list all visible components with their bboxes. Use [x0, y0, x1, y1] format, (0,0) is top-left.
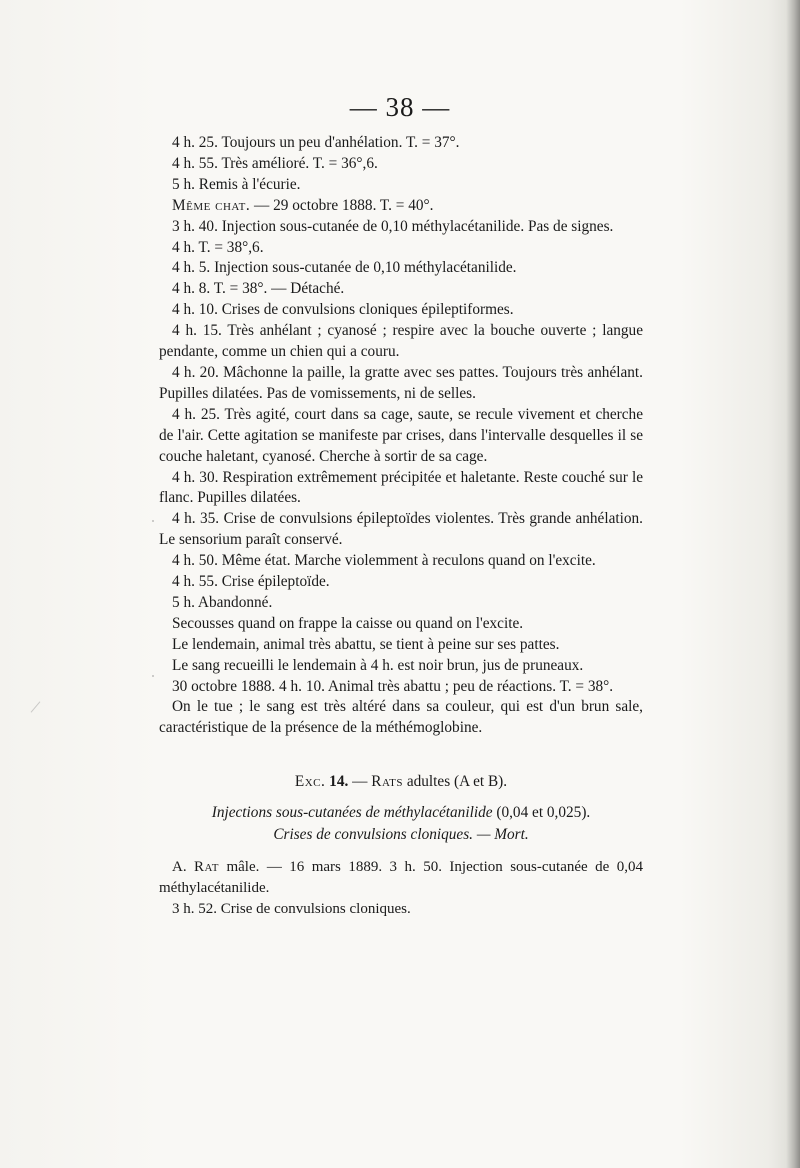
experiment-heading — [159, 771, 643, 793]
paragraph: 4 h. 8. T. = 38°. — Détaché. — [172, 280, 345, 298]
experiment-label: Exc. — [294, 773, 326, 790]
paragraph: 4 h. 30. Respiration extrêmement précipitée et haletante. Reste couché sur le flanc. Pupilles dilatées. — [159, 468, 643, 507]
paragraph: Secousses quand on frappe la caisse ou quand on l'excite. — [172, 614, 524, 632]
rat-subject: Rat — [194, 859, 219, 875]
paragraph: On le tue ; le sang est très altéré dans sa couleur, qui est d'un brun sale, caractéristique de la présence de la méthémoglobine. — [159, 698, 643, 737]
same-cat-date: 29 octobre 1888. T. = 40°. — [273, 196, 434, 214]
paragraph-same-cat — [159, 196, 643, 217]
subtitle-line-2: Crises de convulsions cloniques. — Mort. — [273, 826, 529, 843]
experiment-subject-rest: adultes (A et B). — [403, 773, 508, 790]
paragraph: 4 h. 55. Très amélioré. T. = 36°,6. — [172, 154, 378, 172]
subtitle-line-1 — [159, 802, 643, 824]
paragraph: 4 h. 55. Crise épileptoïde. — [172, 573, 330, 591]
same-cat-dash: — — [250, 196, 274, 214]
observation-text — [159, 133, 643, 739]
page-edge-shadow — [786, 0, 800, 1168]
scan-mark — [31, 701, 41, 712]
paragraph: 4 h. 5. Injection sous-cutanée de 0,10 méthylacétanilide. — [172, 259, 517, 277]
page-number: — 38 — — [349, 92, 451, 122]
paragraph: 3 h. 40. Injection sous-cutanée de 0,10 méthylacétanilide. Pas de signes. — [172, 217, 614, 235]
paragraph: 5 h. Remis à l'écurie. — [172, 175, 301, 193]
paragraph: 4 h. T. = 38°,6. — [172, 238, 264, 256]
scan-mark — [152, 675, 154, 677]
experiment-subtitle — [159, 802, 643, 846]
paragraph: 30 octobre 1888. 4 h. 10. Animal très abattu ; peu de réactions. T. = 38°. — [172, 677, 614, 695]
paragraph: 4 h. 10. Crises de convulsions cloniques épileptiformes. — [172, 301, 514, 319]
experiment-number: 14. — [329, 773, 349, 790]
rat-rest: mâle. — 16 mars 1889. 3 h. 50. Injection sous-cutanée de 0,04 méthylacétanilide. — [159, 859, 643, 896]
subtitle-italic: Injections sous-cutanées de méthylacétanilide — [211, 804, 493, 821]
paragraph: 4 h. 25. Très agité, court dans sa cage, saute, se recule vivement et cherche de l'air. Cette agitation se manifeste par crises, dans l'intervalle desquelles il se couche haletant, cyanosé. Cherche à sortir de sa cage. — [159, 405, 643, 465]
scan-mark — [152, 520, 154, 522]
experiment-subject: Rats — [371, 773, 404, 790]
experiment-paragraph — [159, 857, 643, 899]
paragraph: 4 h. 35. Crise de convulsions épileptoïdes violentes. Très grande anhélation. Le sensorium paraît conservé. — [159, 510, 643, 549]
paragraph: 4 h. 15. Très anhélant ; cyanosé ; respire avec la bouche ouverte ; langue pendante, comme un chien qui a couru. — [159, 322, 643, 361]
paragraph: 4 h. 25. Toujours un peu d'anhélation. T. = 37°. — [172, 134, 460, 151]
paragraph: Le sang recueilli le lendemain à 4 h. est noir brun, jus de pruneaux. — [172, 656, 584, 674]
paragraph: 4 h. 50. Même état. Marche violemment à reculons quand on l'excite. — [172, 552, 596, 570]
paragraph: Le lendemain, animal très abattu, se tient à peine sur ses pattes. — [172, 635, 560, 653]
experiment-paragraph: 3 h. 52. Crise de convulsions cloniques. — [172, 901, 411, 917]
experiment-text — [159, 857, 643, 920]
rat-prefix: A. — [172, 859, 195, 875]
subtitle-doses: (0,04 et 0,025). — [492, 804, 591, 821]
experiment-dash: — — [348, 773, 372, 790]
paragraph: 4 h. 20. Mâchonne la paille, la gratte avec ses pattes. Toujours très anhélant. Pupilles dilatées. Pas de vomissements, ni de selles. — [159, 363, 643, 402]
same-cat-label: Même chat. — [172, 196, 251, 214]
paragraph: 5 h. Abandonné. — [172, 593, 273, 611]
